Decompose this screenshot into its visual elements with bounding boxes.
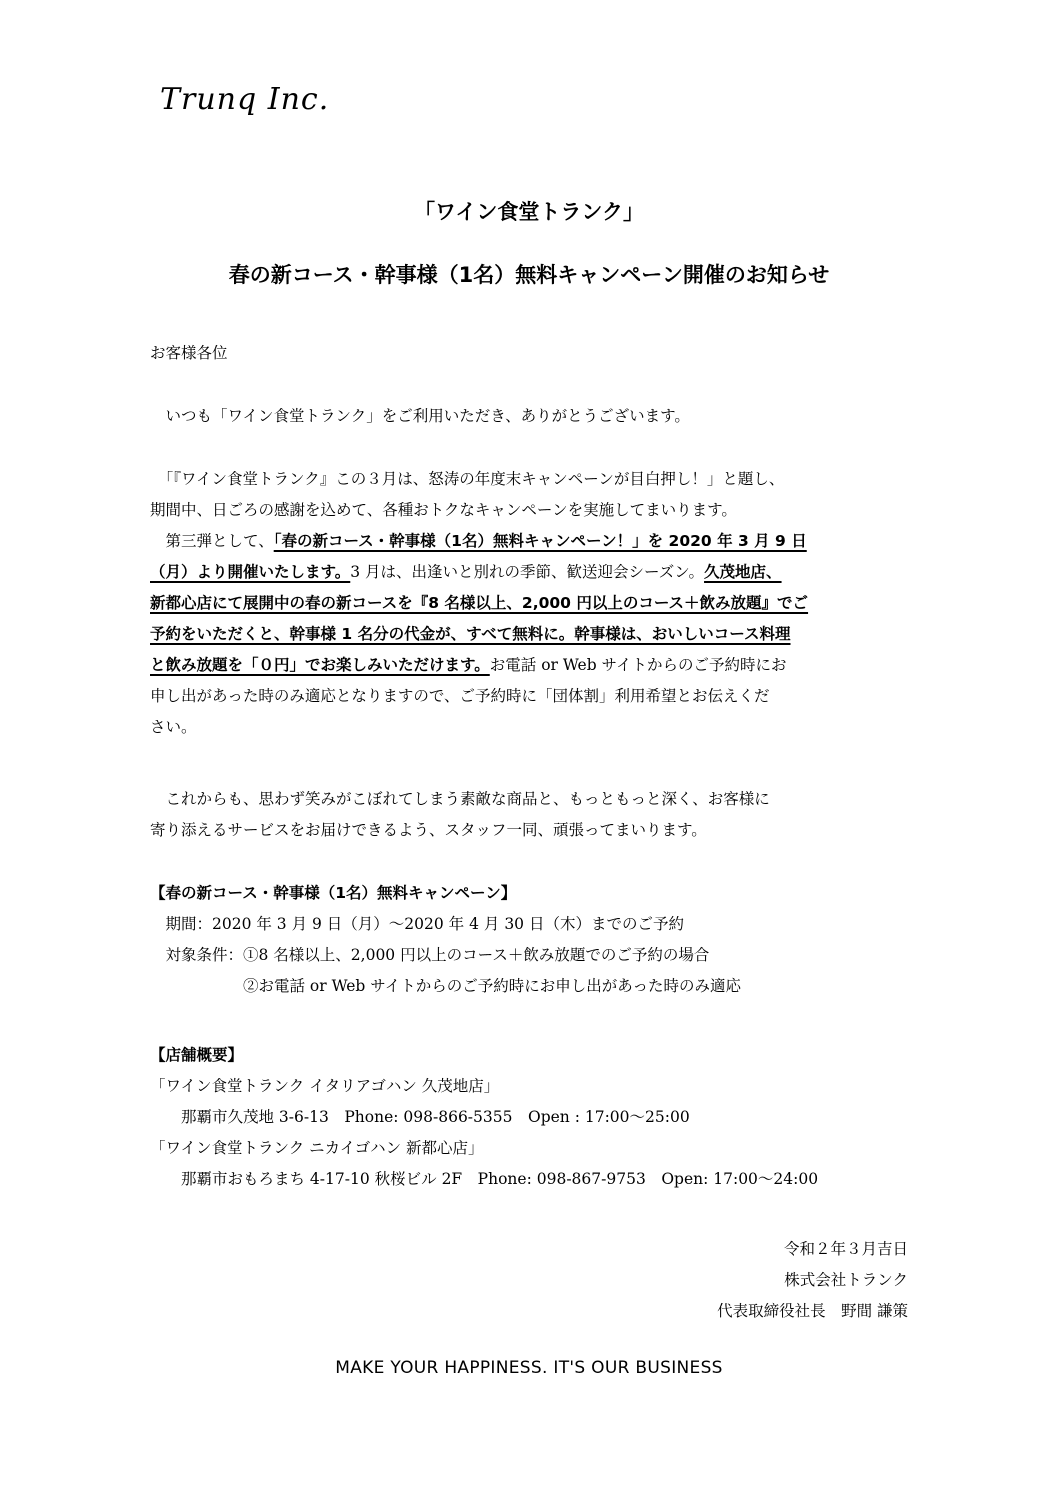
paragraph-line [150, 619, 910, 650]
paragraph-line [150, 526, 910, 557]
intro-paragraph [150, 401, 910, 432]
paragraph-line: 申し出があった時のみ適応となりますので、ご予約時に「団体割」利用希望とお伝えくだ [150, 687, 770, 705]
paragraph-text: お電話 or Web サイトからのご予約時にお [489, 656, 787, 674]
store-1-info: 那覇市久茂地 3-6-13 Phone: 098-866-5355 Open : 17:00～25:00 [150, 1108, 690, 1126]
closing-paragraph [150, 784, 910, 846]
footer-slogan: MAKE YOUR HAPPINESS. IT'S OUR BUSINESS [335, 1358, 723, 1378]
document-title: 「ワイン食堂トランク」 [414, 200, 644, 224]
paragraph-line: 「『ワイン食堂トランク』この３月は、怒涛の年度末キャンペーンが目白押し！」と題し、 [150, 470, 785, 488]
paragraph-line [150, 650, 910, 681]
paragraph-line [150, 588, 910, 619]
signature-block [717, 1234, 908, 1327]
paragraph-text: 3 月は、出逢いと別れの季節、歓送迎会シーズン。 [350, 563, 705, 581]
paragraph-line [150, 557, 910, 588]
store-overview [150, 1040, 910, 1195]
salutation-text: お客様各位 [150, 344, 228, 362]
highlight-text: 久茂地店、 [704, 563, 782, 581]
store-2-name: 「ワイン食堂トランク ニカイゴハン 新都心店」 [150, 1139, 484, 1157]
paragraph-line: 期間中、日ごろの感謝を込めて、各種おトクなキャンペーンを実施してまいります。 [150, 501, 737, 519]
store-1-name: 「ワイン食堂トランク イタリアゴハン 久茂地店」 [150, 1077, 500, 1095]
campaign-paragraph [150, 464, 910, 743]
paragraph-line: さい。 [150, 718, 197, 736]
intro-text: いつも「ワイン食堂トランク」をご利用いただき、ありがとうございます。 [150, 407, 690, 425]
signature-date: 令和２年３月吉日 [783, 1240, 908, 1258]
highlight-text: 「春の新コース・幹事様（1名）無料キャンペーン！」を 2020 年 3 月 9 日 [273, 532, 807, 550]
signature-company: 株式会社トランク [784, 1271, 908, 1289]
company-logo: Trunq Inc. [160, 82, 330, 117]
highlight-text: 予約をいただくと、幹事様 1 名分の代金が、すべて無料に。幹事様は、おいしいコース料理 [150, 625, 791, 643]
highlight-text: 新都心店にて展開中の春の新コースを『8 名様以上、2,000 円以上のコース＋飲み放題』でご [150, 594, 809, 612]
campaign-condition-2: ②お電話 or Web サイトからのご予約時にお申し出があった時のみ適応 [150, 977, 742, 995]
highlight-text: と飲み放題を「０円」でお楽しみいただけます。 [150, 656, 490, 674]
signature-person: 代表取締役社長 野間 謙策 [717, 1302, 908, 1320]
campaign-condition-1: 対象条件：①8 名様以上、2,000 円以上のコース＋飲み放題でのご予約の場合 [150, 946, 710, 964]
paragraph-line: これからも、思わず笑みがこぼれてしまう素敵な商品と、もっともっと深く、お客様に [150, 790, 770, 808]
campaign-details [150, 878, 910, 1002]
campaign-heading: 【春の新コース・幹事様（1名）無料キャンペーン】 [150, 884, 517, 902]
store-2-info: 那覇市おもろまち 4-17-10 秋桜ビル 2F Phone: 098-867-9753 Open: 17:00～24:00 [150, 1170, 819, 1188]
store-heading: 【店舗概要】 [150, 1046, 244, 1064]
paragraph-line: 寄り添えるサービスをお届けできるよう、スタッフ一同、頑張ってまいります。 [150, 821, 707, 839]
paragraph-text: 第三弾として、 [150, 532, 274, 550]
campaign-period: 期間：2020 年 3 月 9 日（月）～2020 年 4 月 30 日（木）までのご予約 [150, 915, 684, 933]
salutation [150, 338, 910, 369]
document-subtitle: 春の新コース・幹事様（1名）無料キャンペーン開催のお知らせ [228, 263, 830, 287]
highlight-text: （月）より開催いたします。 [150, 563, 351, 581]
